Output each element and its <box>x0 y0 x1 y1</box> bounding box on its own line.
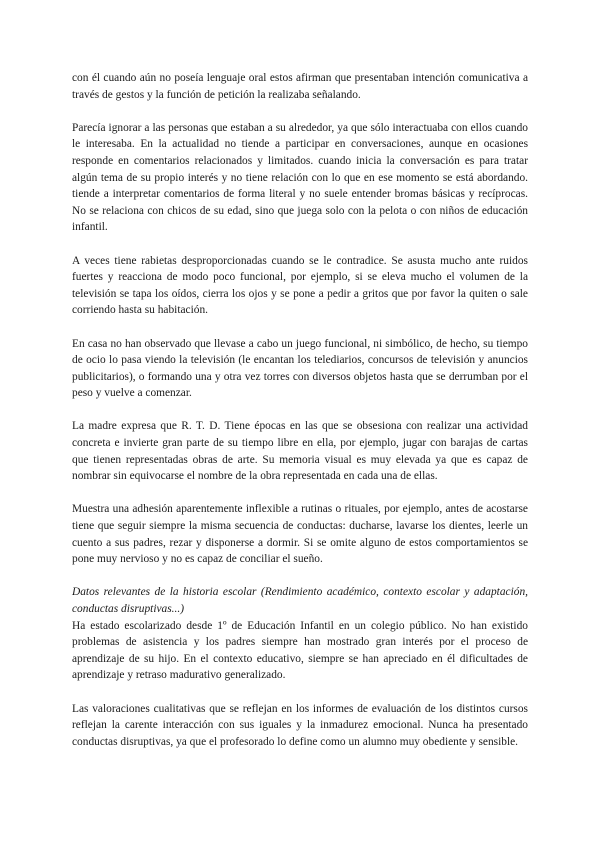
paragraph-communication: con él cuando aún no poseía lenguaje oral estos afirman que presentaban intención comunicativa a través de gestos y la función de petición la realizaba señalando. <box>72 72 528 101</box>
document-page <box>72 70 528 767</box>
paragraph-obsessions: La madre expresa que R. T. D. Tiene épocas en las que se obsesiona con realizar una actividad concreta e invierte gran parte de su tiempo libre en ella, por ejemplo, jugar con barajas de cartas que tienen representadas obras de arte. Su memoria visual es muy elevada ya que es capaz de nombrar sin equivocarse el nombre de la obra representada en cada una de ellas. <box>72 420 528 483</box>
paragraph-play-at-home: En casa no han observado que llevase a cabo un juego funcional, ni simbólico, de hecho, su tiempo de ocio lo pasa viendo la televisión (le encantan los telediarios, concursos de televisión y anuncios publicitarios), o formando una y otra vez torres con diversos objetos hasta que se derrumban por el peso y vuelve a comenzar. <box>72 337 528 400</box>
paragraph-social-interaction: Parecía ignorar a las personas que estaban a su alrededor, ya que sólo interactuaba con ellos cuando le interesaba. En la actualidad no tiende a participar en conversaciones, aunque en ocasiones responde en comentarios relacionados y limitados. cuando inicia la conversación es para tratar algún tema de su propio interés y no tiene relación con lo que en ese momento se está abordando. tiende a interpretar comentarios de forma literal y no suele entender bromas básicas y recíprocas. No se relaciona con chicos de su edad, sino que juega solo con la pelota o con niños de educación infantil. <box>72 121 528 234</box>
section-heading-school-history: Datos relevantes de la historia escolar (Rendimiento académico, contexto escolar y adaptación, conductas disruptivas...) <box>72 586 528 615</box>
paragraph-tantrums: A veces tiene rabietas desproporcionadas cuando se le contradice. Se asusta mucho ante ruidos fuertes y reacciona de modo poco funcional, por ejemplo, si se eleva mucho el volumen de la televisión se tapa los oídos, cierra los ojos y se pone a pedir a gritos que por favor la quiten o sale corriendo hasta su habitación. <box>72 254 528 317</box>
paragraph-schooling: Ha estado escolarizado desde 1º de Educación Infantil en un colegio público. No han existido problemas de asistencia y los padres siempre han mostrado gran interés por el proceso de aprendizaje de su hijo. En el contexto educativo, siempre se han apreciado en él dificultades de aprendizaje y retraso madurativo generalizado. <box>72 619 528 682</box>
paragraph-routines: Muestra una adhesión aparentemente inflexible a rutinas o rituales, por ejemplo, antes de acostarse tiene que seguir siempre la misma secuencia de conductas: ducharse, lavarse los dientes, leerle un cuento a sus padres, rezar y disponerse a dormir. Si se omite alguno de estos comportamientos se pone muy nervioso y no es capaz de conciliar el sueño. <box>72 503 528 566</box>
paragraph-evaluations: Las valoraciones cualitativas que se reflejan en los informes de evaluación de los distintos cursos reflejan la carente interacción con sus iguales y la inmadurez emocional. Nunca ha presentado conductas disruptivas, ya que el profesorado lo define como un alumno muy obediente y sensible. <box>72 702 528 748</box>
